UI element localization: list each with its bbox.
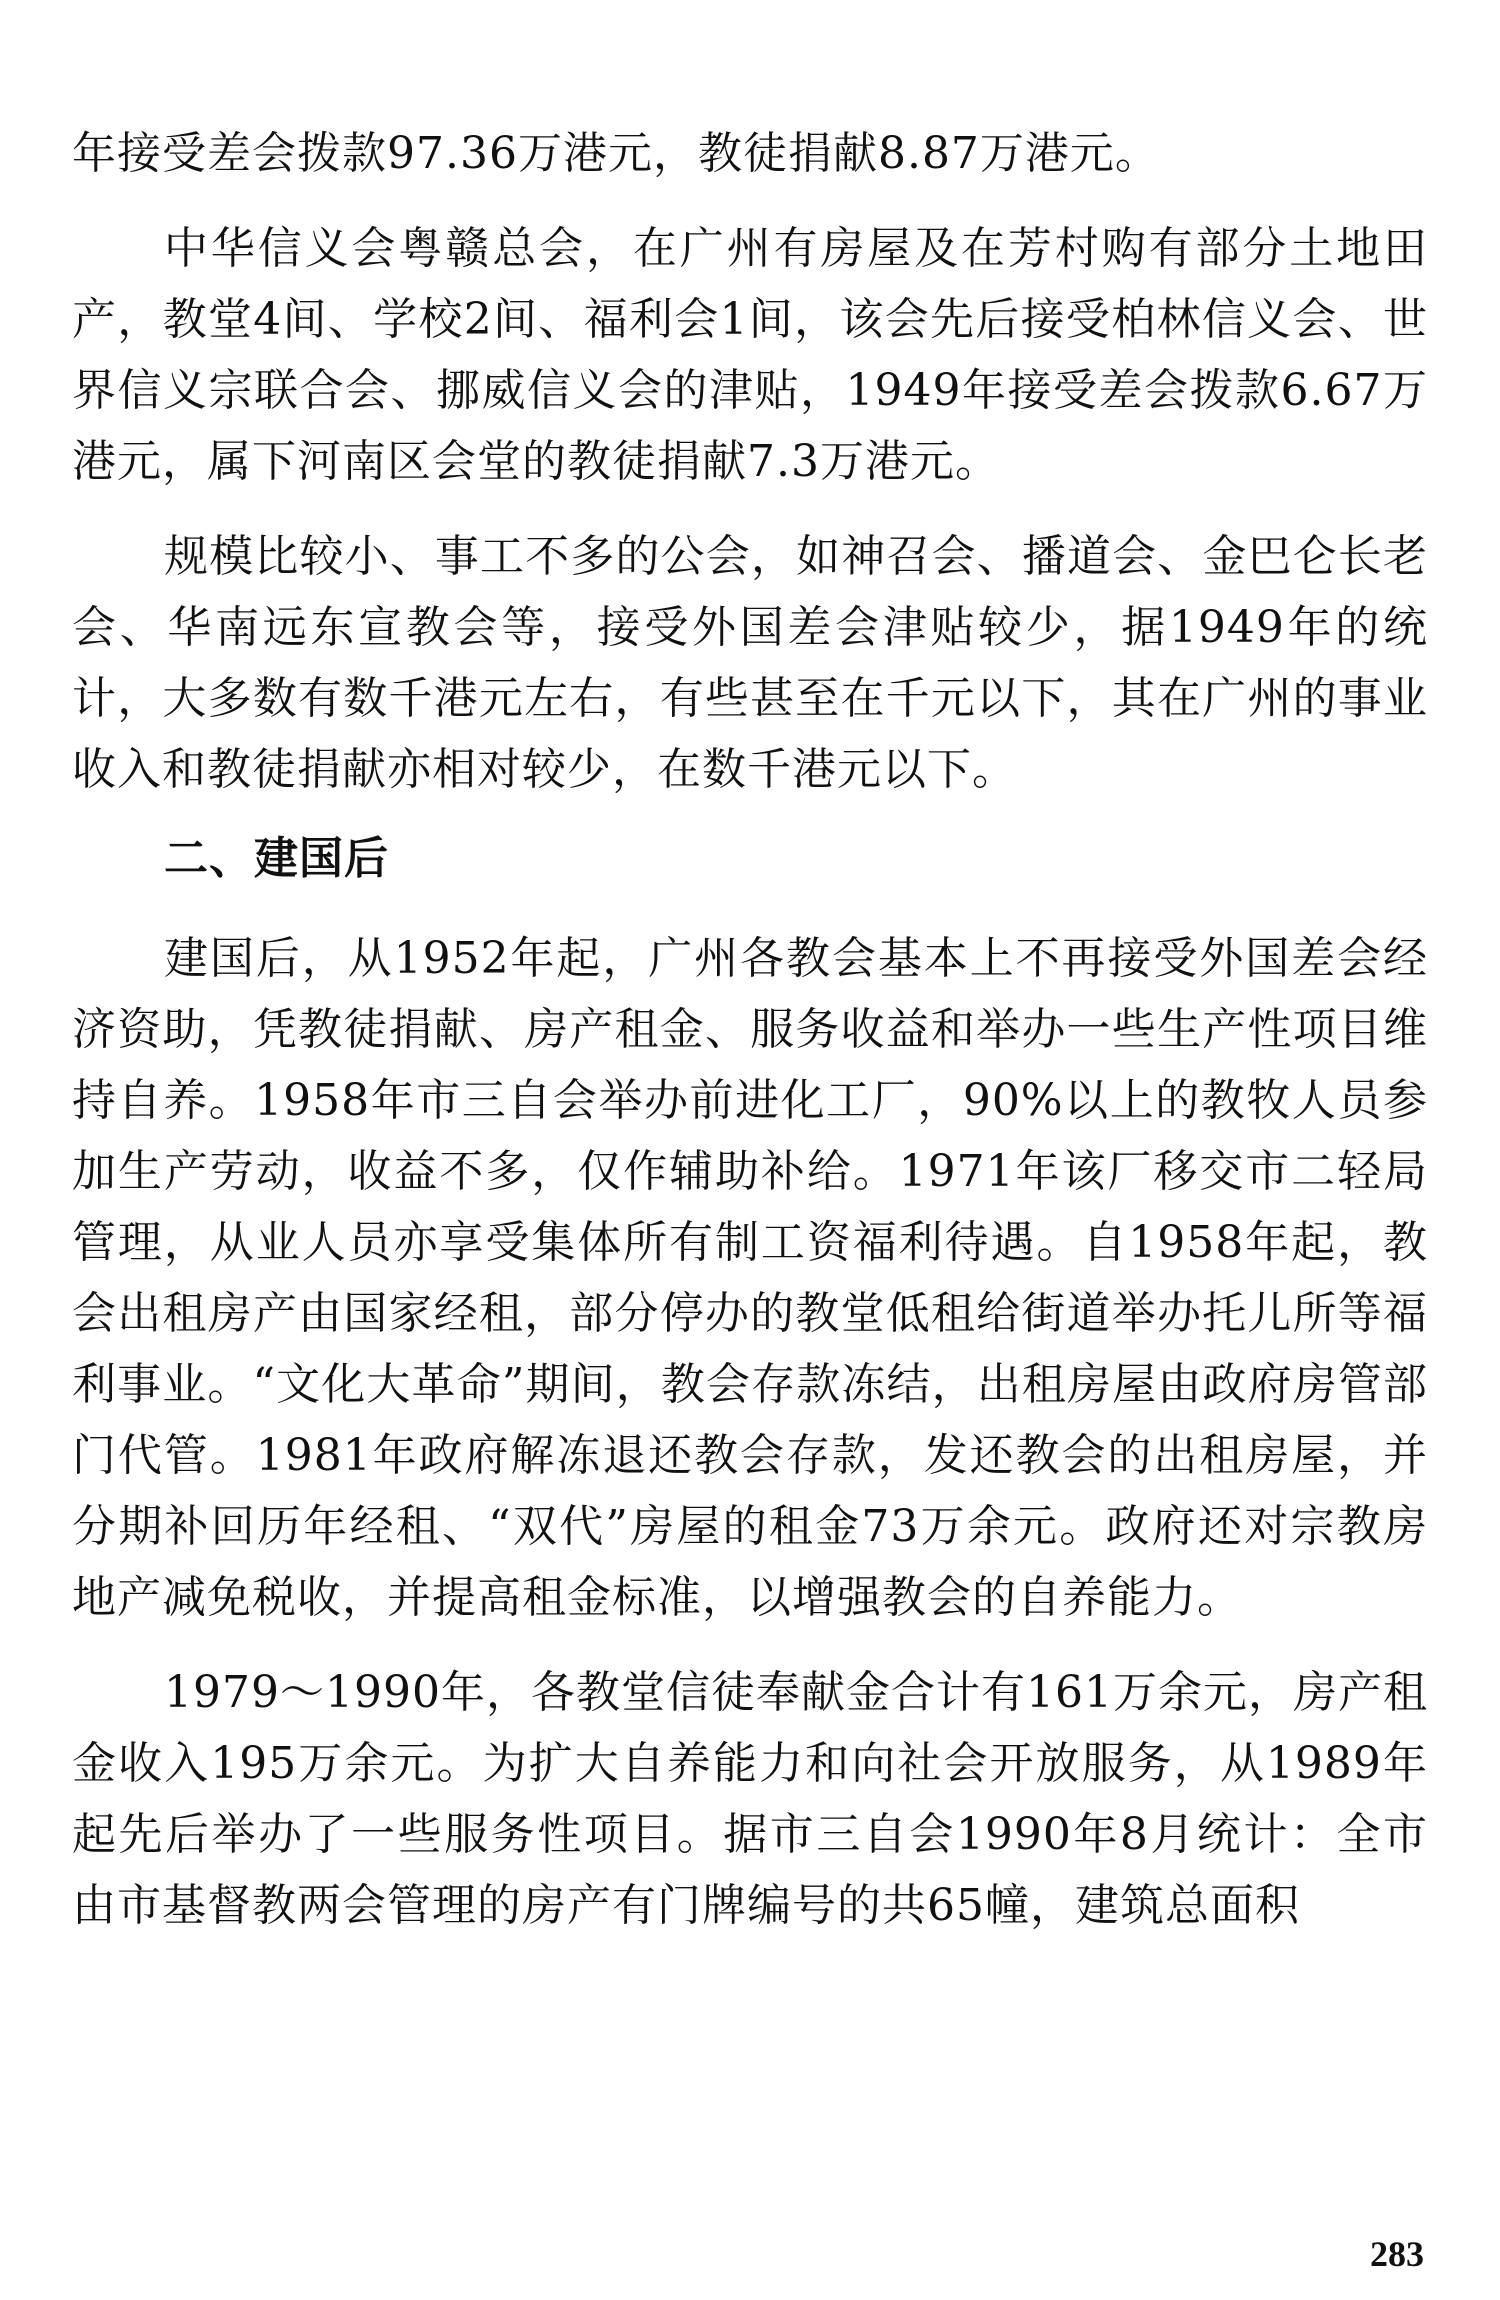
- paragraph-lutheran-church: 中华信义会粤赣总会，在广州有房屋及在芳村购有部分土地田产，教堂4间、学校2间、福利会1间，该会先后接受柏林信义会、世界信义宗联合会、挪威信义会的津贴，1949年接受差会拨款6.67万港元，属下河南区会堂的教徒捐献7.3万港元。: [72, 223, 1428, 487]
- paragraph-after-founding: 建国后，从1952年起，广州各教会基本上不再接受外国差会经济资助，凭教徒捐献、房产租金、服务收益和举办一些生产性项目维持自养。1958年市三自会举办前进化工厂，90%以上的教牧人员参加生产劳动，收益不多，仅作辅助补给。1971年该厂移交市二轻局管理，从业人员亦享受集体所有制工资福利待遇。自1958年起，教会出租房产由国家经租，部分停办的教堂低租给街道举办托儿所等福利事业。“文化大革命”期间，教会存款冻结，出租房屋由政府房管部门代管。1981年政府解冻退还教会存款，发还教会的出租房屋，并分期补回历年经租、“双代”房屋的租金73万余元。政府还对宗教房地产减免税收，并提高租金标准，以增强教会的自养能力。: [72, 933, 1428, 1623]
- paragraph-1979-1990: 1979～1990年，各教堂信徒奉献金合计有161万余元，房产租金收入195万余元。为扩大自养能力和向社会开放服务，从1989年起先后举办了一些服务性项目。据市三自会1990年8月统计：全市由市基督教两会管理的房产有门牌编号的共65幢，建筑总面积: [72, 1667, 1428, 1931]
- section-heading: 二、建国后: [164, 833, 389, 884]
- paragraph-continued: 年接受差会拨款97.36万港元，教徒捐献8.87万港元。: [72, 128, 1160, 179]
- text-body: [72, 118, 1428, 1965]
- paragraph-small-denominations: 规模比较小、事工不多的公会，如神召会、播道会、金巴仑长老会、华南远东宣教会等，接受外国差会津贴较少，据1949年的统计，大多数有数千港元左右，有些甚至在千元以下，其在广州的事业收入和教徒捐献亦相对较少，在数千港元以下。: [72, 531, 1428, 795]
- page-number: 283: [1370, 2234, 1424, 2274]
